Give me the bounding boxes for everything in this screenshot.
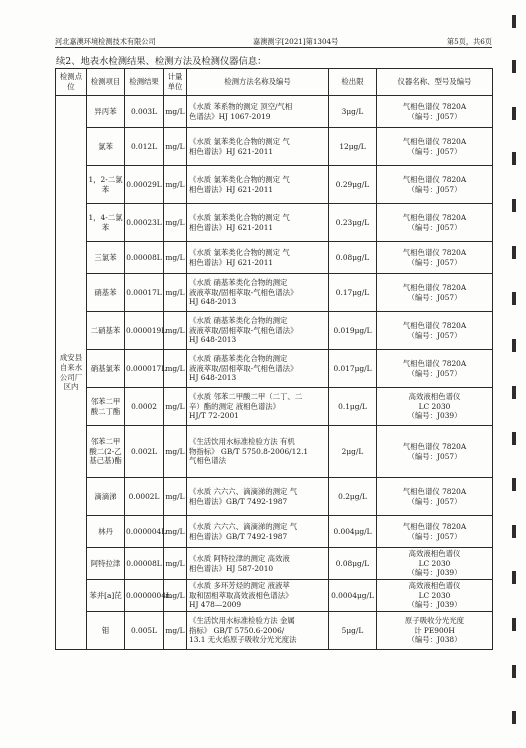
col-header-item: 检测项目 [87,69,125,96]
instrument-cell [377,426,493,478]
method-line: 《水质 氯苯类化合物的测定 气 [189,136,290,146]
method-line: 液液萃取/固相萃取-气相色谱法》 [189,363,298,373]
unit-cell: mg/L [164,128,187,166]
instrument-cell [377,350,493,388]
method-line: 液液萃取/固相萃取-气相色谱法》 [189,287,298,297]
col-header-method: 检测方法名称及编号 [187,69,329,96]
method-cell [187,580,329,612]
limit-cell: 3μg/L [329,96,377,128]
limit-cell: 0.017μg/L [329,350,377,388]
table-row [56,388,493,426]
instrument-line: （编号：J057） [407,111,462,121]
limit-cell: 0.2μg/L [329,478,377,516]
instrument-line: （编号：J057） [407,451,462,461]
method-line: 《水质 氯苯类化合物的测定 气 [189,174,290,184]
binding-edge-marks [512,15,518,735]
result-cell: 0.00008L [125,242,164,274]
unit-cell: mg/L [164,612,187,650]
instrument-line: （编号：J057） [407,292,462,302]
method-line: HJ 648-2013 [189,297,237,307]
section-title: 续2、地表水检测结果、检测方法及检测仪器信息： [56,56,267,67]
instrument-cell [377,204,493,242]
method-line: 相色谱法》HJ 621-2011 [189,257,274,267]
unit-cell: mg/L [164,242,187,274]
method-line: 色谱法》HJ 1067-2019 [189,111,271,121]
method-line: HJ/T 72-2001 [189,411,239,421]
unit-cell: mg/L [164,312,187,350]
method-line: 《水质 邻苯二甲酸二甲（二丁、二 [189,391,303,401]
unit-cell: mg/L [164,580,187,612]
method-line: 《生活饮用水标准检验方法 有机 [189,436,295,446]
instrument-line: 高效液相色谱仪 [408,580,461,590]
result-cell: 0.00017L [125,274,164,312]
method-line: 《水质 多环芳烃的测定 液液萃 [189,580,290,590]
method-line: 《水质 苯系物的测定 顶空/气相 [189,101,293,111]
result-cell: 0.0002L [125,478,164,516]
method-line: 《水质 硝基苯类化合物的测定 [189,315,288,325]
instrument-line: （编号：J057） [407,368,462,378]
method-line: 气相色谱法 [189,456,226,466]
method-line: HJ 478—2009 [189,600,242,610]
item-cell: 二硝基苯 [87,312,125,350]
instrument-line: 气相色谱仪 7820A [402,174,467,184]
col-header-result: 检测结果 [125,69,164,96]
method-cell [187,548,329,580]
result-cell: 0.000019L [125,312,164,350]
instrument-cell [377,548,493,580]
method-cell [187,204,329,242]
page-number: 第5页，共6页 [446,37,492,46]
instrument-line: 高效液相色谱仪 [408,391,461,401]
method-cell [187,350,329,388]
method-cell [187,166,329,204]
instrument-line: LC 2030 [418,401,451,411]
item-cell: 硝基苯 [87,274,125,312]
unit-cell: mg/L [164,548,187,580]
item-cell: 钼 [87,612,125,650]
instrument-line: 计 PE900H [414,625,455,635]
col-header-location: 检测点位 [56,69,87,96]
instrument-cell [377,96,493,128]
item-cell: 苯并[a]芘 [87,580,125,612]
result-cell: 0.003L [125,96,164,128]
table-header-row [56,69,493,96]
report-number: 嘉澳测字[2021]第1304号 [253,37,339,46]
item-cell: 1，4-二氯苯 [87,204,125,242]
result-cell: 0.012L [125,128,164,166]
table-row [56,128,493,166]
instrument-line: （编号：J057） [407,257,462,267]
result-cell: 0.000017L [125,350,164,388]
limit-cell: 0.0004μg/L [329,580,377,612]
method-line: 《水质 硝基苯类化合物的测定 [189,353,288,363]
limit-cell: 0.23μg/L [329,204,377,242]
method-line: 辛）酯的测定 液相色谱法》 [189,401,281,411]
method-line: 相色谱法》GB/T 7492-1987 [189,531,288,541]
method-line: 《生活饮用水标准检验方法 金属 [189,615,295,625]
instrument-line: 原子吸收分光光度 [404,615,465,625]
instrument-line: 高效液相色谱仪 [408,548,461,558]
unit-cell: mg/L [164,388,187,426]
instrument-line: 气相色谱仪 7820A [402,320,467,330]
method-cell [187,274,329,312]
col-header-unit: 计量单位 [164,69,187,96]
method-line: 相色谱法》HJ 621-2011 [189,184,274,194]
result-cell: 0.00029L [125,166,164,204]
method-line: 《水质 硝基苯类化合物的测定 [189,277,288,287]
method-line: HJ 648-2013 [189,373,237,383]
method-cell [187,312,329,350]
item-cell: 硝基氯苯 [87,350,125,388]
method-line: 相色谱法》HJ 621-2011 [189,222,274,232]
limit-cell: 0.004μg/L [329,516,377,548]
method-line: 《水质 六六六、滴滴涕的测定 气 [189,521,298,531]
table-row [56,426,493,478]
table-row [56,478,493,516]
method-cell [187,128,329,166]
instrument-line: LC 2030 [418,558,451,568]
instrument-cell [377,274,493,312]
instrument-line: 气相色谱仪 7820A [402,358,467,368]
limit-cell: 5μg/L [329,612,377,650]
limit-cell: 0.08μg/L [329,548,377,580]
table-row [56,166,493,204]
item-cell: 阿特拉津 [87,548,125,580]
instrument-line: 气相色谱仪 7820A [402,136,467,146]
method-line: 13.1 无火焰原子吸收分光光度法 [189,635,297,645]
item-cell: 邻苯二甲酸二(2-乙基己基)酯 [87,426,125,478]
method-line: HJ 648-2013 [189,335,237,345]
unit-cell: mg/L [164,478,187,516]
table-row [56,96,493,128]
limit-cell: 0.019μg/L [329,312,377,350]
instrument-line: 气相色谱仪 7820A [402,282,467,292]
instrument-line: 气相色谱仪 7820A [402,441,467,451]
method-line: 物指标》 GB/T 5750.8-2006/12.1 [189,446,309,456]
method-cell [187,516,329,548]
item-cell: 邻苯二甲酸二丁酯 [87,388,125,426]
method-cell [187,96,329,128]
unit-cell: mg/L [164,204,187,242]
instrument-line: 气相色谱仪 7820A [402,101,467,111]
table-row [56,350,493,388]
instrument-line: （编号：J057） [407,330,462,340]
unit-cell: mg/L [164,516,187,548]
instrument-cell [377,478,493,516]
instrument-cell [377,242,493,274]
table-row [56,612,493,650]
instrument-line: （编号：J039） [407,600,462,610]
item-cell: 林丹 [87,516,125,548]
result-cell: 0.00008L [125,548,164,580]
method-cell [187,478,329,516]
instrument-line: （编号：J038） [407,635,462,645]
method-line: 相色谱法》HJ 621-2011 [189,146,274,156]
instrument-cell [377,166,493,204]
method-line: 《水质 氯苯类化合物的测定 气 [189,212,290,222]
instrument-line: LC 2030 [418,590,451,600]
limit-cell: 0.17μg/L [329,274,377,312]
instrument-cell [377,612,493,650]
instrument-line: （编号：J057） [407,496,462,506]
instrument-cell [377,516,493,548]
col-header-limit: 检出限 [329,69,377,96]
item-cell: 三氯苯 [87,242,125,274]
result-cell: 0.000004L [125,516,164,548]
results-table [55,68,493,650]
page-header [55,37,492,48]
item-cell: 异丙苯 [87,96,125,128]
table-row [56,204,493,242]
instrument-cell [377,128,493,166]
method-line: 相色谱法》HJ 587-2010 [189,563,274,573]
instrument-line: （编号：J057） [407,184,462,194]
instrument-line: 气相色谱仪 7820A [402,247,467,257]
instrument-line: （编号：J039） [407,411,462,421]
limit-cell: 0.29μg/L [329,166,377,204]
method-line: 《水质 氯苯类化合物的测定 气 [189,247,290,257]
instrument-line: （编号：J057） [407,222,462,232]
method-line: 《水质 六六六、滴滴涕的测定 气 [189,486,298,496]
item-cell: 滴滴涕 [87,478,125,516]
location-cell: 成安县自来水公司厂区内 [56,96,87,650]
table-row [56,580,493,612]
result-cell: 0.0002 [125,388,164,426]
method-line: 液液萃取/固相萃取-气相色谱法》 [189,325,298,335]
method-cell [187,388,329,426]
result-cell: 0.005L [125,612,164,650]
unit-cell: mg/L [164,426,187,478]
instrument-line: 气相色谱仪 7820A [402,521,467,531]
instrument-line: 气相色谱仪 7820A [402,486,467,496]
limit-cell: 12μg/L [329,128,377,166]
instrument-line: （编号：J057） [407,146,462,156]
result-cell: 0.002L [125,426,164,478]
method-line: 《水质 阿特拉津的测定 高效液 [189,553,290,563]
limit-cell: 0.08μg/L [329,242,377,274]
company-name: 河北嘉澳环境检测技术有限公司 [55,37,156,46]
result-cell: 0.0000004L [125,580,164,612]
method-cell [187,426,329,478]
unit-cell: mg/L [164,166,187,204]
unit-cell: mg/L [164,350,187,388]
item-cell: 1，2-二氯苯 [87,166,125,204]
method-line: 取和固相萃取高效液相色谱法》 [189,590,293,600]
unit-cell: mg/L [164,96,187,128]
table-row [56,548,493,580]
instrument-cell [377,580,493,612]
instrument-line: （编号：J057） [407,531,462,541]
item-cell: 氯苯 [87,128,125,166]
table-row [56,274,493,312]
method-cell [187,242,329,274]
table-row [56,516,493,548]
method-line: 相色谱法》GB/T 7492-1987 [189,496,288,506]
table-row [56,242,493,274]
col-header-instrument: 仪器名称、型号及编号 [377,69,493,96]
method-line: 指标》 GB/T 5750.6-2006/ [189,625,285,635]
instrument-line: （编号：J039） [407,568,462,578]
unit-cell: mg/L [164,274,187,312]
instrument-line: 气相色谱仪 7820A [402,212,467,222]
instrument-cell [377,388,493,426]
table-row [56,312,493,350]
instrument-cell [377,312,493,350]
limit-cell: 0.1μg/L [329,388,377,426]
limit-cell: 2μg/L [329,426,377,478]
method-cell [187,612,329,650]
result-cell: 0.00023L [125,204,164,242]
